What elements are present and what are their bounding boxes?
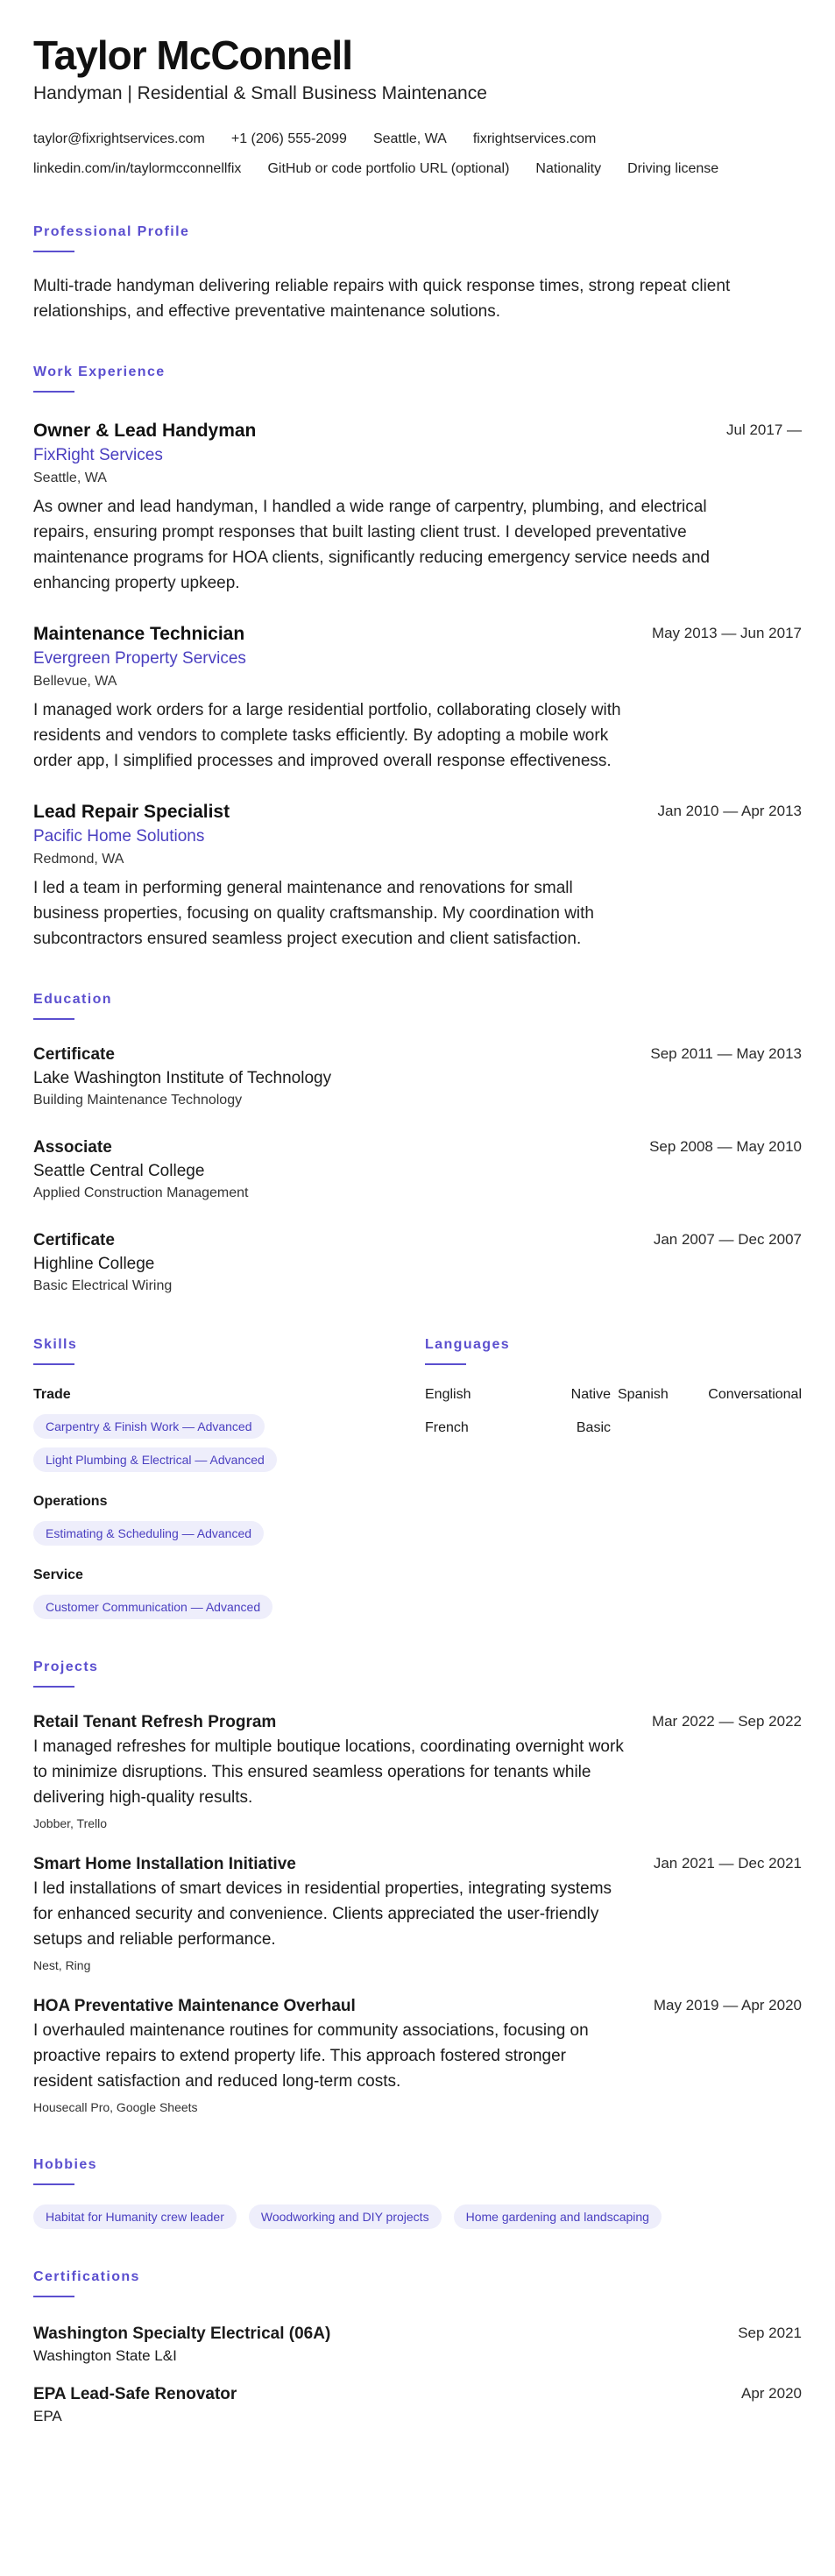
school: Seattle Central College [33, 1162, 205, 1180]
contact-website[interactable]: fixrightservices.com [472, 131, 597, 146]
job-company: Pacific Home Solutions [33, 827, 205, 846]
section-divider [33, 1018, 74, 1020]
section-divider [33, 1686, 74, 1688]
skill-group [33, 1384, 425, 1472]
section-title: Education [33, 992, 112, 1007]
section-title: Work Experience [33, 364, 166, 379]
job-description: As owner and lead handyman, I handled a wide range of carpentry, plumbing, and electrical repairs, ensuring prompt responses that built lasting client trust. I developed preventative maintenance programs for HOA clients, significantly reducing emergency service needs and enhancing property upkeep. [33, 498, 710, 592]
language-level: Basic [576, 1420, 611, 1435]
degree: Associate [33, 1138, 112, 1157]
projects-section [33, 1658, 802, 2117]
education-entry [33, 1043, 802, 1111]
degree: Certificate [33, 1045, 115, 1064]
project-title: Smart Home Installation Initiative [33, 1855, 296, 1873]
section-title: Certifications [33, 2269, 140, 2284]
certification-title: EPA Lead-Safe Renovator [33, 2385, 237, 2403]
job-title: Maintenance Technician [33, 624, 245, 644]
project-tools: Nest, Ring [33, 1958, 91, 1972]
job-description: I managed work orders for a large residential portfolio, collaborating closely with residents and vendors to complete tasks efficiently. By adopting a mobile work order app, I simplified processes and improved overall response effectiveness. [33, 701, 621, 770]
certification-date: Sep 2021 [738, 2325, 802, 2341]
section-title: Professional Profile [33, 224, 190, 239]
education-date: Sep 2008 — May 2010 [649, 1138, 802, 1155]
job-company: Evergreen Property Services [33, 649, 246, 668]
contact-location: Seattle, WA [372, 131, 447, 146]
section-title: Languages [425, 1337, 511, 1352]
section-title: Projects [33, 1660, 99, 1674]
skill-chip: Estimating & Scheduling — Advanced [33, 1521, 264, 1546]
skill-chip: Light Plumbing & Electrical — Advanced [33, 1447, 277, 1472]
job-location: Seattle, WA [33, 471, 107, 485]
experience-entry [33, 622, 802, 774]
project-date: May 2019 — Apr 2020 [653, 1997, 802, 2013]
certification-entry [33, 2322, 802, 2367]
language-level: Conversational [708, 1387, 802, 1402]
resume-header [33, 32, 802, 184]
skill-chips [33, 1521, 425, 1546]
project-title: Retail Tenant Refresh Program [33, 1713, 277, 1731]
project-date: Jan 2021 — Dec 2021 [653, 1855, 802, 1872]
education-entry [33, 1136, 802, 1204]
hobby-chip: Woodworking and DIY projects [249, 2204, 442, 2229]
language-name: Spanish [618, 1387, 669, 1402]
language-list [425, 1384, 802, 1439]
skill-group-name: Operations [33, 1494, 108, 1509]
skills-languages-row [33, 1335, 802, 1619]
degree: Certificate [33, 1231, 115, 1249]
contact-driving-license: Driving license [627, 161, 719, 176]
project-entry [33, 1710, 802, 1833]
profile-section [33, 223, 802, 324]
school: Highline College [33, 1255, 155, 1273]
candidate-name: Taylor McConnell [33, 32, 352, 78]
project-title: HOA Preventative Maintenance Overhaul [33, 1997, 356, 2015]
project-description: I managed refreshes for multiple boutique locations, coordinating overnight work to minimize disruptions. This ensured seamless operations for tenants while delivering high-quality results. [33, 1737, 624, 1807]
certification-issuer: Washington State L&I [33, 2347, 177, 2364]
contact-portfolio[interactable]: GitHub or code portfolio URL (optional) [267, 161, 510, 176]
certification-title: Washington Specialty Electrical (06A) [33, 2325, 331, 2343]
section-title: Skills [33, 1337, 78, 1352]
certifications-section [33, 2268, 802, 2427]
certification-date: Apr 2020 [741, 2385, 802, 2402]
field-of-study: Applied Construction Management [33, 1185, 249, 1200]
profile-summary: Multi-trade handyman delivering reliable repairs with quick response times, strong repeat client relationships, and effective preventative maintenance solutions. [33, 277, 731, 321]
job-date: Jan 2010 — Apr 2013 [657, 803, 802, 819]
education-entry [33, 1228, 802, 1297]
experience-section [33, 363, 802, 952]
job-date: May 2013 — Jun 2017 [651, 625, 802, 641]
section-divider [425, 1363, 466, 1365]
skill-chip: Customer Communication — Advanced [33, 1595, 272, 1619]
experience-entry [33, 800, 802, 952]
skill-group-name: Trade [33, 1387, 71, 1402]
contact-list [33, 124, 813, 184]
contact-email[interactable]: taylor@fixrightservices.com [33, 131, 205, 146]
hobby-chip: Habitat for Humanity crew leader [33, 2204, 237, 2229]
project-tools: Jobber, Trello [33, 1816, 108, 1830]
hobby-chips [33, 2204, 802, 2229]
hobbies-section [33, 2155, 802, 2229]
skill-chips [33, 1595, 425, 1619]
job-date: Jul 2017 — [726, 421, 802, 438]
language-name: French [425, 1420, 469, 1435]
skill-chips [33, 1414, 425, 1472]
field-of-study: Building Maintenance Technology [33, 1093, 243, 1108]
contact-phone[interactable]: +1 (206) 555-2099 [230, 131, 347, 146]
project-description: I overhauled maintenance routines for community associations, focusing on proactive repairs to extend property life. This approach fostered stronger resident satisfaction and reduced long-term costs. [33, 2021, 589, 2091]
experience-entry [33, 419, 802, 596]
hobby-chip: Home gardening and landscaping [454, 2204, 662, 2229]
contact-linkedin[interactable]: linkedin.com/in/taylormcconnellfix [33, 161, 242, 176]
skill-chip: Carpentry & Finish Work — Advanced [33, 1414, 265, 1439]
certification-issuer: EPA [33, 2408, 62, 2424]
section-divider [33, 1363, 74, 1365]
skill-group-name: Service [33, 1568, 83, 1582]
job-location: Bellevue, WA [33, 674, 117, 689]
school: Lake Washington Institute of Technology [33, 1069, 332, 1087]
candidate-headline: Handyman | Residential & Small Business Maintenance [33, 83, 487, 103]
education-section [33, 990, 802, 1297]
language-name: English [425, 1387, 471, 1402]
section-divider [33, 251, 74, 252]
section-divider [33, 2296, 74, 2297]
job-location: Redmond, WA [33, 852, 124, 867]
languages-section [425, 1335, 802, 1619]
job-description: I led a team in performing general maintenance and renovations for small business properties, focusing on quality craftsmanship. My coordination with subcontractors ensured seamless project execution and client satisfaction. [33, 879, 594, 948]
project-date: Mar 2022 — Sep 2022 [651, 1713, 802, 1730]
job-title: Owner & Lead Handyman [33, 421, 257, 441]
job-company: FixRight Services [33, 446, 163, 464]
section-divider [33, 391, 74, 393]
certification-entry [33, 2382, 802, 2427]
section-divider [33, 2183, 74, 2185]
section-title: Hobbies [33, 2157, 97, 2172]
education-date: Sep 2011 — May 2013 [650, 1045, 802, 1062]
field-of-study: Basic Electrical Wiring [33, 1278, 173, 1293]
education-date: Jan 2007 — Dec 2007 [653, 1231, 802, 1248]
skills-section [33, 1335, 425, 1619]
job-title: Lead Repair Specialist [33, 802, 230, 822]
skill-group [33, 1491, 425, 1546]
project-tools: Housecall Pro, Google Sheets [33, 2100, 198, 2114]
project-entry [33, 1994, 802, 2117]
language-level: Native [570, 1387, 611, 1402]
project-description: I led installations of smart devices in residential properties, integrating systems for enhanced security and convenience. Clients appreciated the user-friendly setups and reliable performance. [33, 1879, 612, 1949]
contact-nationality: Nationality [535, 161, 602, 176]
skill-group [33, 1565, 425, 1619]
project-entry [33, 1852, 802, 1975]
